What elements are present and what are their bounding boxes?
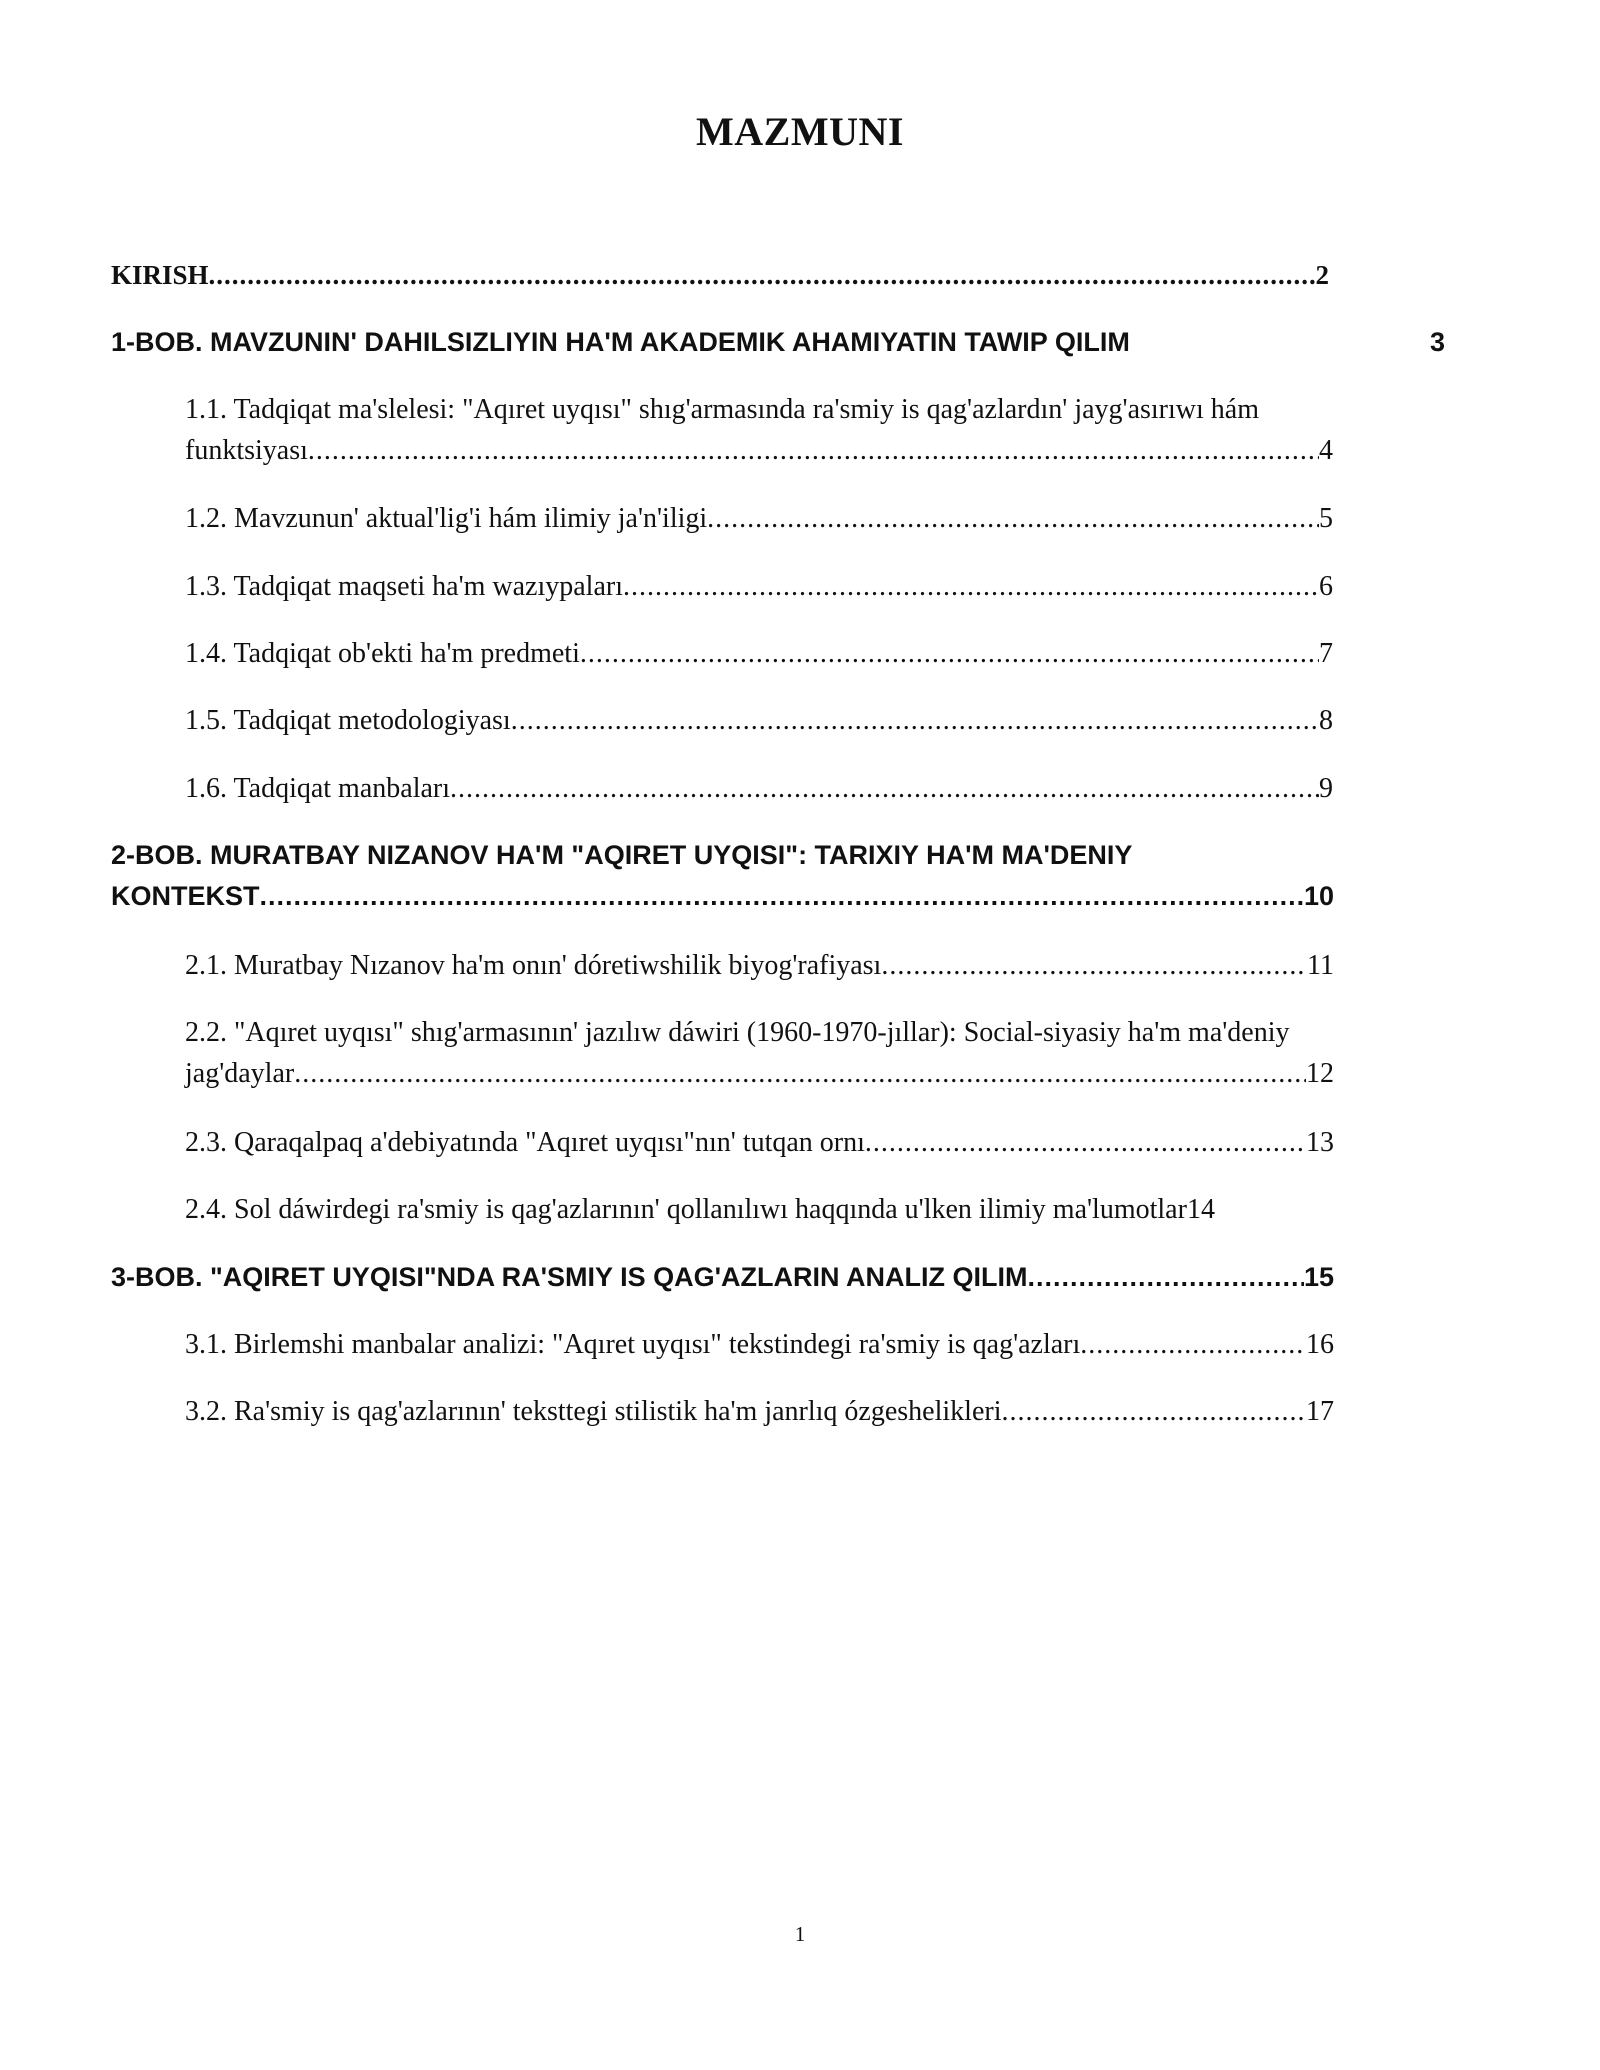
toc-entry-title: 1.6. Tadqiqat manbaları xyxy=(185,773,451,804)
toc-page-number: 4 xyxy=(1319,435,1333,466)
toc-entry-title: 2.3. Qaraqalpaq a'debiyatında "Aqıret uyqısı"nın' tutqan ornı xyxy=(185,1127,865,1158)
toc-entry-title: 1.4. Tadqiqat ob'ekti ha'm predmeti xyxy=(185,638,580,669)
toc-entry-section-1-4[interactable] xyxy=(185,633,1333,674)
dot-leader xyxy=(865,1122,1306,1163)
toc-entry-title: funktsiyası xyxy=(185,435,308,466)
toc-entry-section-2-2[interactable] xyxy=(185,1012,1334,1094)
toc-entry-section-1-5[interactable] xyxy=(185,700,1333,741)
toc-entry-section-2-1[interactable] xyxy=(185,945,1334,986)
toc-entry-title: jag'daylar xyxy=(185,1058,295,1089)
toc-entry-section-3-1[interactable] xyxy=(185,1324,1334,1365)
dot-leader xyxy=(209,255,1316,296)
toc-page-number: 16 xyxy=(1306,1329,1334,1360)
toc-entry-title: 2.1. Muratbay Nızanov ha'm onın' dóretiwshilik biyog'rafiyası xyxy=(185,950,882,981)
toc-page-number: 12 xyxy=(1306,1058,1334,1089)
toc-entry-title: KONTEKST xyxy=(111,881,260,911)
toc-entry-section-1-1[interactable] xyxy=(185,389,1333,471)
toc-page-number: 2 xyxy=(1315,260,1329,290)
toc-page-number: 10 xyxy=(1303,881,1334,911)
dot-leader xyxy=(294,1053,1306,1094)
toc-entry-section-2-4[interactable] xyxy=(185,1189,1334,1230)
toc-entry-chapter-1[interactable] xyxy=(111,322,1445,363)
dot-leader xyxy=(260,876,1304,917)
dot-leader xyxy=(1080,1324,1306,1365)
toc-entry-section-2-3[interactable] xyxy=(185,1122,1334,1163)
dot-leader xyxy=(1027,1257,1303,1298)
dot-leader xyxy=(623,566,1319,607)
toc-entry-chapter-2[interactable] xyxy=(111,835,1334,917)
toc-page-number: 14 xyxy=(1186,1194,1215,1225)
toc-entry-title: 3.2. Ra'smiy is qag'azlarının' teksttegi stilistik ha'm janrlıq ózgeshelikleri xyxy=(185,1396,1002,1427)
toc-entry-title: 3.1. Birlemshi manbalar analizi: "Aqıret uyqısı" tekstindegi ra'smiy is qag'azları xyxy=(185,1329,1081,1360)
toc-entry-title: 1.5. Tadqiqat metodologiyası xyxy=(185,705,511,736)
toc-page-number: 13 xyxy=(1306,1127,1334,1158)
toc-entry-title: 1-BOB. MAVZUNIN' DAHILSIZLIYIN HA'M AKADEMIK AHAMIYATIN TAWIP QILIM xyxy=(111,327,1130,357)
dot-leader xyxy=(1001,1391,1306,1432)
dot-leader xyxy=(881,945,1307,986)
dot-leader xyxy=(511,700,1319,741)
toc-entry-title: KIRISH xyxy=(111,260,209,290)
page-title: MAZMUNI xyxy=(696,109,904,154)
toc-entry-chapter-3[interactable] xyxy=(111,1257,1334,1298)
toc-page-number: 17 xyxy=(1306,1396,1334,1427)
toc-entry-section-1-2[interactable] xyxy=(185,498,1333,539)
toc-entry-title: 1.2. Mavzunun' aktual'lig'i hám ilimiy ja'n'iligi xyxy=(185,503,708,534)
toc-page-number: 7 xyxy=(1319,638,1333,669)
toc-entry-section-1-3[interactable] xyxy=(185,566,1333,607)
dot-leader xyxy=(450,768,1319,809)
toc-entry-section-3-2[interactable] xyxy=(185,1391,1334,1432)
toc-entry-title-line1: 2-BOB. MURATBAY NIZANOV HA'M "AQIRET UYQISI": TARIXIY HA'M MA'DENIY xyxy=(111,840,1133,870)
toc-entry-title-line1: 2.2. "Aqıret uyqısı" shıg'armasının' jazılıw dáwiri (1960-1970-jıllar): Social-siyasiy ha'm ma'deniy xyxy=(185,1017,1290,1048)
toc-entry-title: 1.3. Tadqiqat maqseti ha'm wazıypaları xyxy=(185,571,623,602)
toc-page-number: 15 xyxy=(1303,1262,1334,1292)
toc-entry-section-1-6[interactable] xyxy=(185,768,1333,809)
toc-entry-title: 2.4. Sol dáwirdegi ra'smiy is qag'azlarının' qollanılıwı haqqında u'lken ilimiy ma'lumotlar xyxy=(185,1194,1187,1225)
page-number: 1 xyxy=(794,1922,806,1946)
toc-page-number: 9 xyxy=(1319,773,1333,804)
toc-entry-introduction[interactable] xyxy=(111,255,1329,296)
dot-leader xyxy=(308,430,1319,471)
toc-page-number: 6 xyxy=(1319,571,1333,602)
toc-entry-title-line1: 1.1. Tadqiqat ma'slelesi: "Aqıret uyqısı" shıg'armasında ra'smiy is qag'azlardın' jayg'asırıwı hám xyxy=(185,394,1259,425)
toc-page-number: 11 xyxy=(1307,950,1334,981)
dot-leader xyxy=(707,498,1319,539)
dot-leader xyxy=(580,633,1319,674)
toc-entry-title: 3-BOB. "AQIRET UYQISI"NDA RA'SMIY IS QAG'AZLARIN ANALIZ QILIM xyxy=(111,1262,1028,1292)
toc-page-number: 3 xyxy=(1429,327,1445,357)
toc-page-number: 5 xyxy=(1319,503,1333,534)
toc-page-number: 8 xyxy=(1319,705,1333,736)
